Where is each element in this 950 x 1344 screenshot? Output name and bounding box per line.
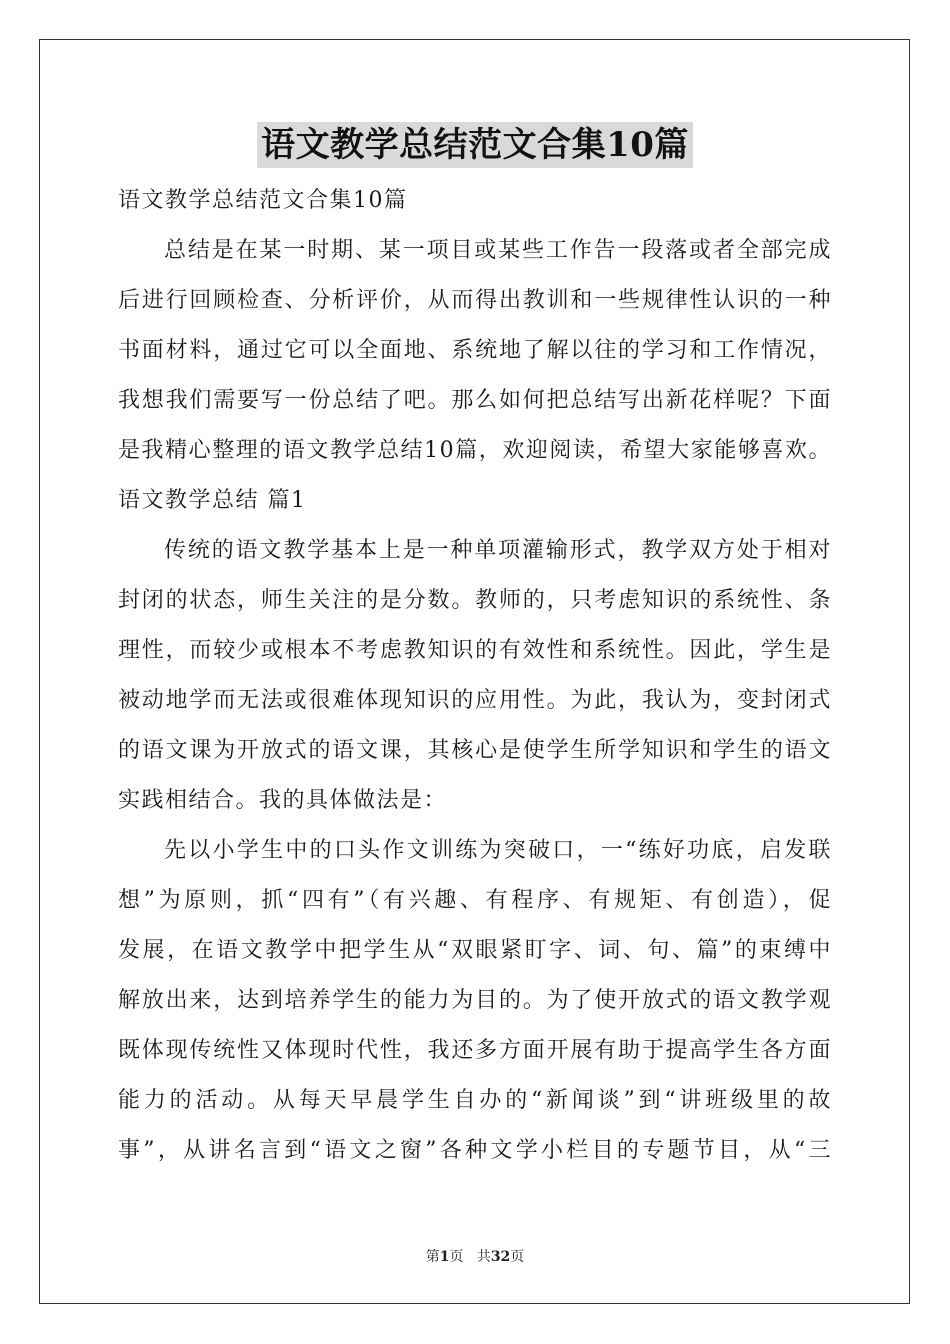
- text-line: 先以小学生中的口头作文训练为突破口，一“练好功底，启发联: [164, 838, 832, 863]
- total-suffix: 页: [510, 1249, 525, 1265]
- total-prefix: 共: [476, 1249, 491, 1265]
- text-line: 理性，而较少或根本不考虑教知识的有效性和系统性。因此，学生是: [118, 638, 832, 663]
- text-line: 我想我们需要写一份总结了吧。那么如何把总结写出新花样呢？下面: [118, 388, 832, 413]
- text-line: 解放出来，达到培养学生的能力为目的。为了使开放式的语文教学观: [118, 988, 832, 1013]
- page-suffix: 页: [449, 1249, 464, 1265]
- page-number: 1: [439, 1249, 450, 1265]
- page-prefix: 第: [425, 1249, 440, 1265]
- text-line: 既体现传统性又体现时代性，我还多方面开展有助于提高学生各方面: [118, 1038, 832, 1063]
- text-line: 是我精心整理的语文教学总结10篇，欢迎阅读，希望大家能够喜欢。: [118, 438, 832, 463]
- text-line: 能力的活动。从每天早晨学生自办的“新闻谈”到“讲班级里的故: [118, 1088, 832, 1113]
- document-body: [118, 176, 832, 1176]
- page-total: 32: [490, 1249, 511, 1265]
- text-line: 发展，在语文教学中把学生从“双眼紧盯字、词、句、篇”的束缚中: [118, 938, 832, 963]
- text-line: 后进行回顾检查、分析评价，从而得出教训和一些规律性认识的一种: [118, 288, 832, 313]
- text-line: 总结是在某一时期、某一项目或某些工作告一段落或者全部完成: [164, 238, 832, 263]
- text-line: 书面材料，通过它可以全面地、系统地了解以往的学习和工作情况，: [118, 338, 832, 363]
- text-line: 事”，从讲名言到“语文之窗”各种文学小栏目的专题节目，从“三: [118, 1138, 832, 1163]
- text-line: 封闭的状态，师生关注的是分数。教师的，只考虑知识的系统性、条: [118, 588, 832, 613]
- page-title: 语文教学总结范文合集10篇: [257, 122, 693, 168]
- text-line: 语文教学总结 篇1: [118, 488, 307, 513]
- text-line: 实践相结合。我的具体做法是：: [118, 788, 448, 813]
- title-area: [0, 122, 950, 168]
- text-line: 被动地学而无法或很难体现知识的应用性。为此，我认为，变封闭式: [118, 688, 832, 713]
- text-line: 的语文课为开放式的语文课，其核心是使学生所学知识和学生的语文: [118, 738, 832, 763]
- page-footer: [0, 1246, 950, 1266]
- text-line: 传统的语文教学基本上是一种单项灌输形式，教学双方处于相对: [164, 538, 832, 563]
- text-line: 语文教学总结范文合集10篇: [118, 188, 408, 213]
- text-line: 想”为原则，抓“四有”（有兴趣、有程序、有规矩、有创造），促: [118, 888, 832, 913]
